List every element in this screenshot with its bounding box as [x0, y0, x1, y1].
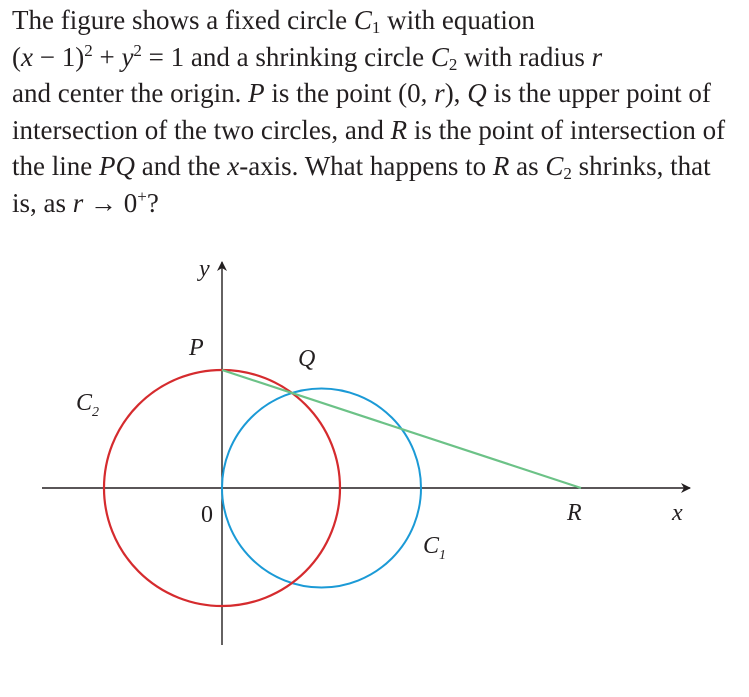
y-axis-label: y [199, 256, 210, 282]
x-axis-label: x [672, 500, 683, 526]
circle-c2-label-letter: C [76, 390, 93, 416]
point-q-label: Q [298, 346, 316, 372]
circle-c2-label-sub: 2 [92, 405, 100, 420]
circle-c2-label [76, 390, 99, 420]
line-pq [222, 370, 581, 488]
origin-label: 0 [201, 502, 213, 528]
circle-c1-label-letter: C [423, 533, 440, 559]
point-p-label: P [189, 335, 204, 361]
circle-c1-label [423, 533, 446, 563]
point-r-label: R [567, 500, 582, 526]
problem-statement: The figure shows a fixed circle $C_1$ with equation $(x - 1)^2 + y^2 = 1$ and a shrinking circle $C_2$ with radius r and center the origin. P is the point (0, r), Q is the upper point of intersection of the two circles, and R is the point of intersection of the line PQ and the x-axis. What happens to R as $C_2$ shrinks, that is, as r → 0+? [12, 5, 726, 218]
circle-c1-label-sub: 1 [439, 548, 447, 563]
